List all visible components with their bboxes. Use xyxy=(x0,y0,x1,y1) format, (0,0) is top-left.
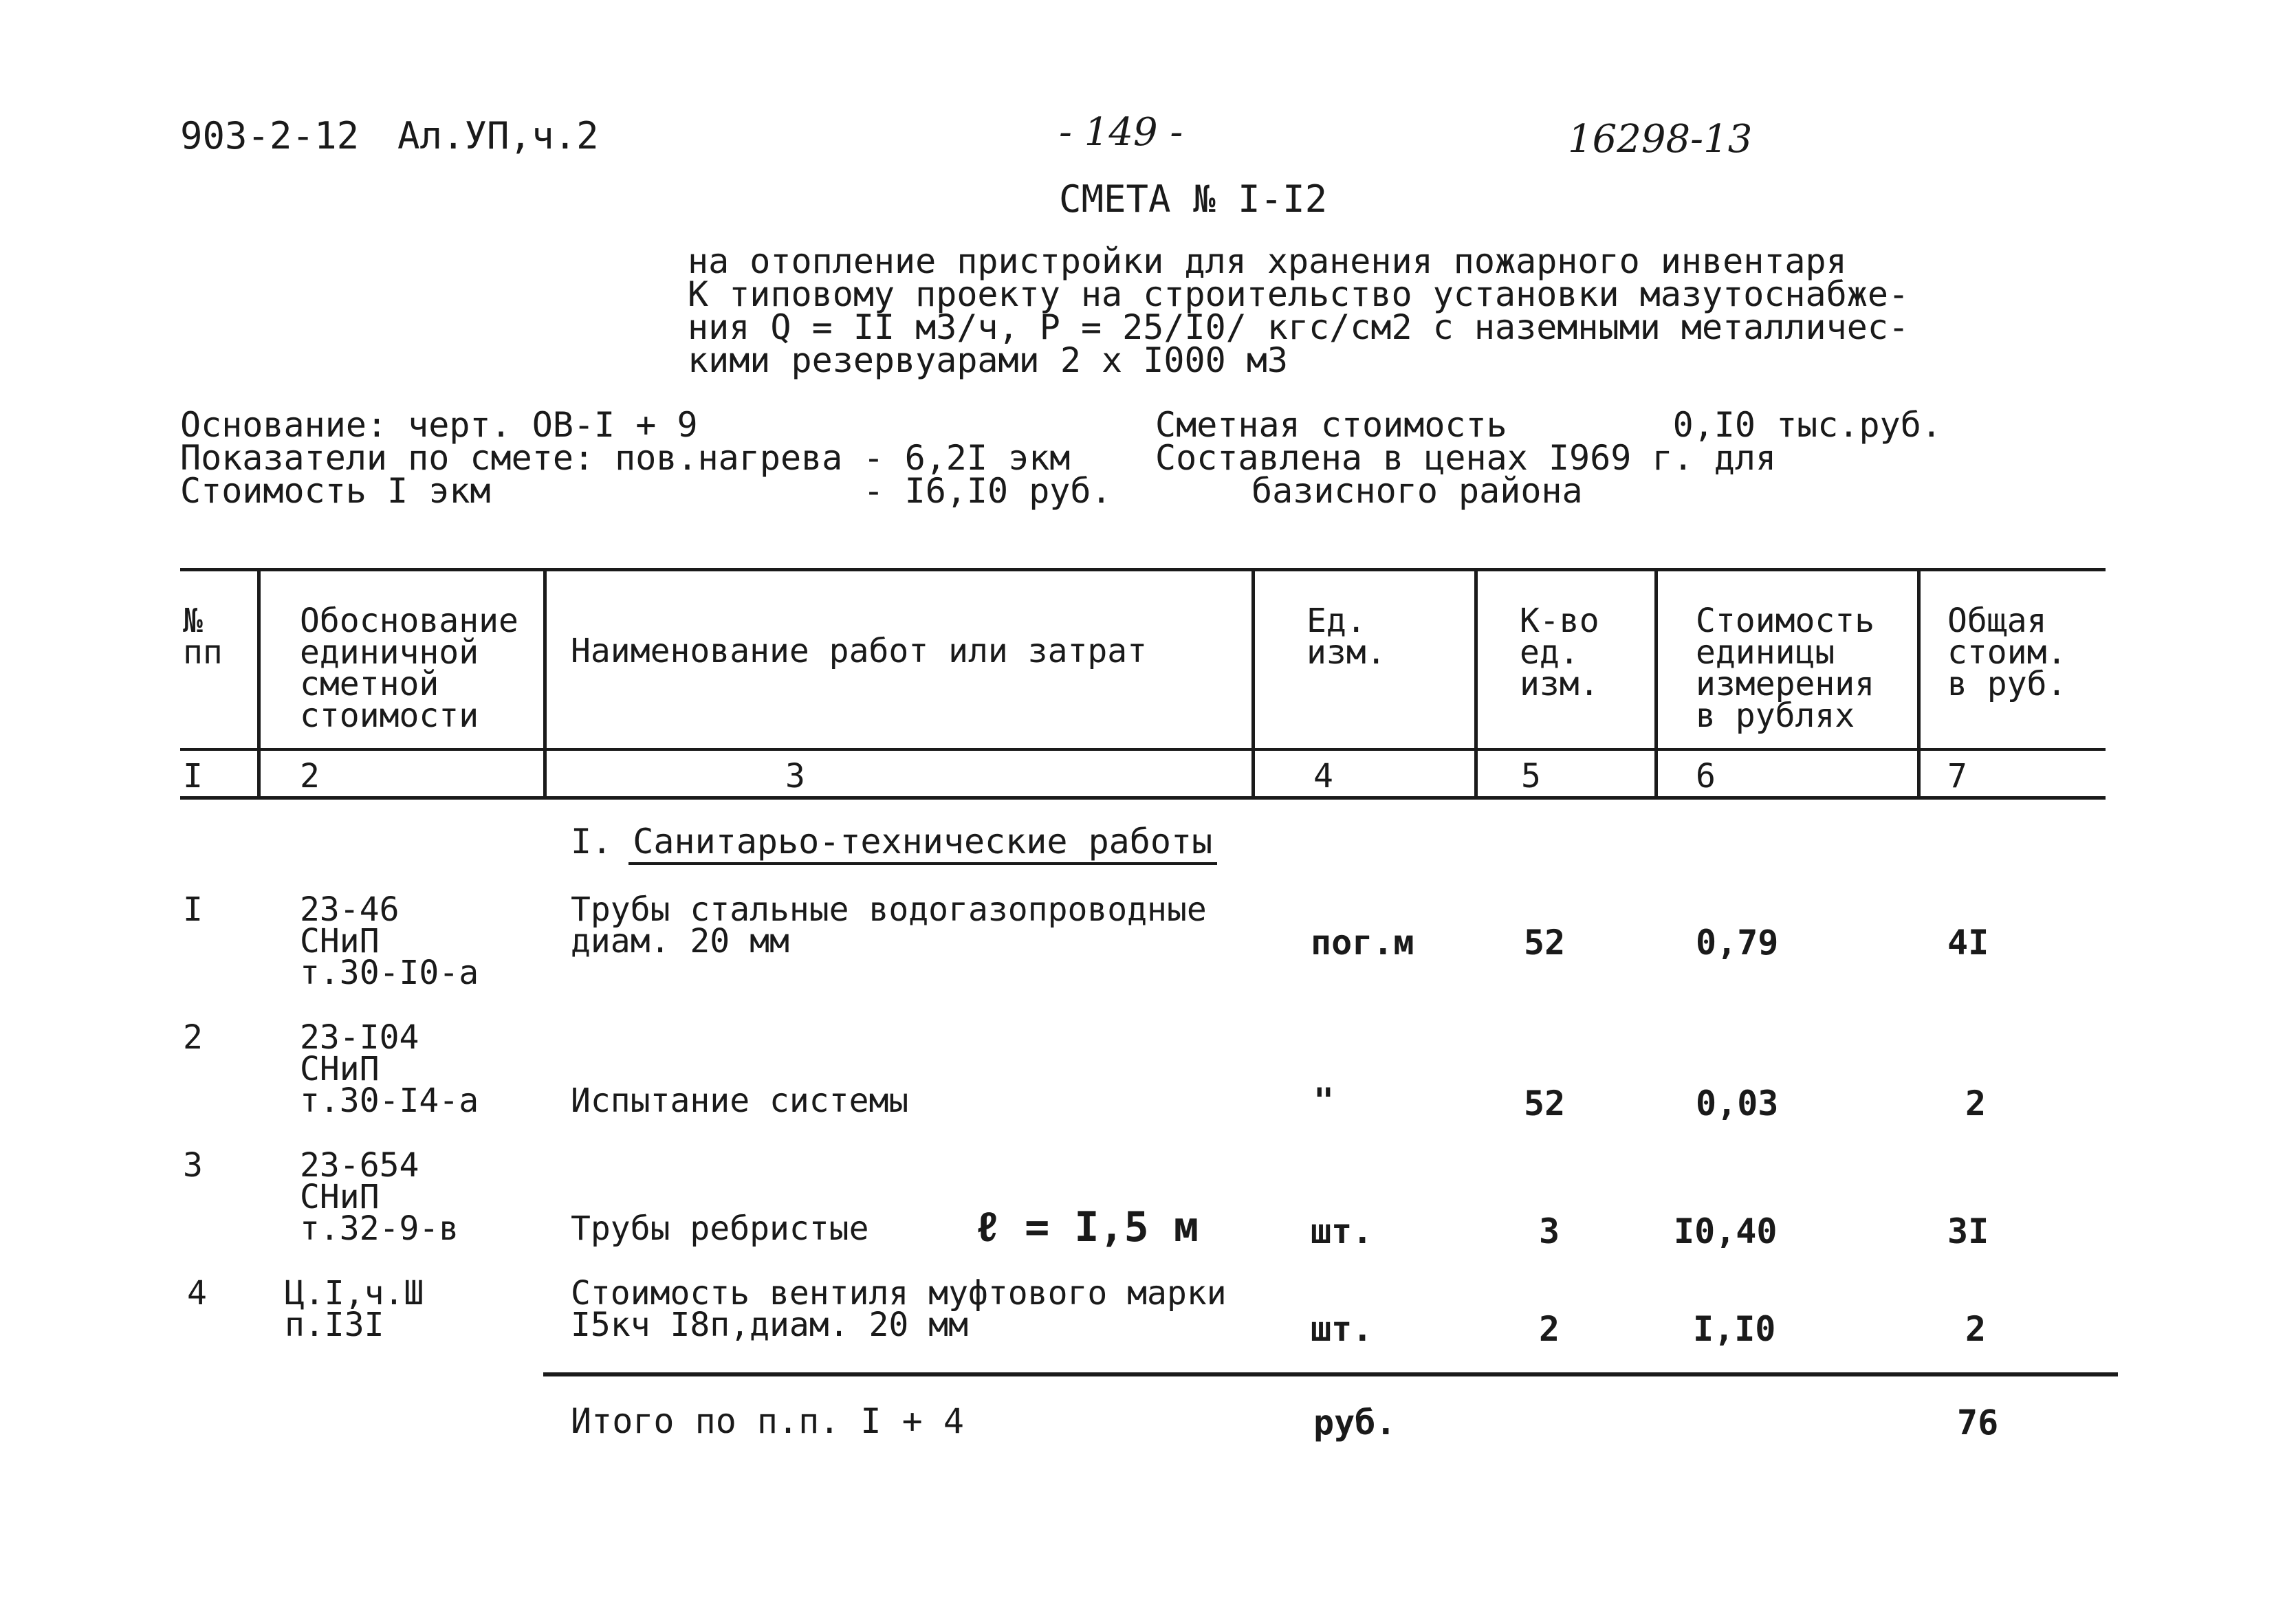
row-3-basis: 23-654 СНиП т.32-9-в xyxy=(300,1146,459,1248)
document-number: 16298-13 xyxy=(1568,117,1753,162)
total-unit: руб. xyxy=(1313,1403,1397,1442)
estimated-cost-line: Сметная стоимость 0,I0 тыс.руб. xyxy=(1155,405,1942,445)
row-2-unit: " xyxy=(1313,1081,1335,1121)
column-number-7: 7 xyxy=(1947,757,1967,795)
header-name: Наименование работ или затрат xyxy=(571,632,1148,670)
page-number: - 149 - xyxy=(1059,110,1183,155)
album-reference: Ал.УП,ч.2 xyxy=(397,114,599,157)
header-total: Общая стоим. в руб. xyxy=(1947,602,2067,703)
header-basis: Обоснование единичной сметной стоимости xyxy=(300,602,518,735)
row-1-unit-price: 0,79 xyxy=(1696,923,1779,963)
column-divider-2 xyxy=(543,571,547,799)
row-1-quantity: 52 xyxy=(1524,923,1566,963)
row-1-unit: пог.м xyxy=(1311,923,1414,963)
total-label: Итого по п.п. I + 4 xyxy=(571,1401,964,1441)
row-3-number: 3 xyxy=(183,1146,203,1185)
table-top-border xyxy=(180,568,2106,571)
column-divider-4 xyxy=(1474,571,1478,799)
column-divider-1 xyxy=(257,571,261,799)
column-divider-5 xyxy=(1654,571,1658,799)
row-4-unit: шт. xyxy=(1311,1309,1373,1349)
row-3-quantity: 3 xyxy=(1539,1211,1560,1251)
total-value: 76 xyxy=(1957,1403,1999,1442)
row-1-number: I xyxy=(183,890,203,929)
column-number-6: 6 xyxy=(1696,757,1716,795)
column-divider-6 xyxy=(1917,571,1921,799)
header-quantity: К-во ед. изм. xyxy=(1520,602,1599,703)
row-1-name: Трубы стальные водогазопроводные диам. 20 мм xyxy=(571,890,1207,961)
total-separator xyxy=(543,1372,2118,1376)
column-number-3: 3 xyxy=(785,757,805,795)
prices-line-2: базисного района xyxy=(1251,471,1583,511)
row-2-name: Испытание системы xyxy=(571,1082,909,1120)
subtitle-line-4: кими резервуарами 2 х I000 м3 xyxy=(688,340,1288,380)
row-4-unit-price: I,I0 xyxy=(1693,1309,1776,1349)
row-1-total: 4I xyxy=(1947,923,1989,963)
column-divider-3 xyxy=(1251,571,1255,799)
section-title: I. Санитарьо-технические работы xyxy=(571,822,1213,862)
indicators-line: Показатели по смете: пов.нагрева - 6,2I экм xyxy=(180,438,1071,478)
row-2-unit-price: 0,03 xyxy=(1696,1084,1779,1123)
subtitle-line-2: К типовому проекту на строительство установки мазутоснабже- xyxy=(688,274,1910,314)
subtitle-line-3: ния Q = II м3/ч, Р = 25/I0/ кгс/см2 с наземными металличес- xyxy=(688,307,1910,347)
header-unit-price: Стоимость единицы измерения в рублях xyxy=(1696,602,1875,735)
basis-line: Основание: черт. ОВ-I + 9 xyxy=(180,405,698,445)
row-4-total: 2 xyxy=(1965,1309,1987,1349)
unit-cost-line: Стоимость I экм - I6,I0 руб. xyxy=(180,471,1112,511)
row-3-name: Трубы ребристые xyxy=(571,1209,869,1248)
project-code: 903-2-12 xyxy=(180,114,360,157)
row-4-quantity: 2 xyxy=(1539,1309,1560,1349)
column-number-4: 4 xyxy=(1313,757,1333,795)
row-2-quantity: 52 xyxy=(1524,1084,1566,1123)
row-2-basis: 23-I04 СНиП т.30-I4-а xyxy=(300,1018,479,1120)
header-unit: Ед. изм. xyxy=(1307,602,1386,672)
row-3-length: ℓ = I,5 м xyxy=(975,1203,1199,1251)
row-3-unit: шт. xyxy=(1311,1211,1373,1251)
estimate-title: СМЕТА № I-I2 xyxy=(1059,177,1328,221)
column-numbers-border xyxy=(180,796,2106,800)
header-bottom-border xyxy=(180,748,2106,751)
prices-line-1: Составлена в ценах I969 г. для xyxy=(1155,438,1777,478)
row-4-basis: Ц.I,ч.Ш п.I3I xyxy=(285,1274,424,1344)
row-1-basis: 23-46 СНиП т.30-I0-а xyxy=(300,890,479,992)
column-number-2: 2 xyxy=(300,757,320,795)
column-number-5: 5 xyxy=(1521,757,1541,795)
row-3-total: 3I xyxy=(1947,1211,1989,1251)
column-number-1: I xyxy=(183,757,203,795)
header-number: № пп xyxy=(183,602,223,672)
section-title-underline xyxy=(628,862,1217,865)
row-4-name: Стоимость вентиля муфтового марки I5кч I8п,диам. 20 мм xyxy=(571,1274,1227,1344)
row-4-number: 4 xyxy=(187,1274,207,1313)
row-2-total: 2 xyxy=(1965,1084,1987,1123)
row-2-number: 2 xyxy=(183,1018,203,1057)
row-3-unit-price: I0,40 xyxy=(1674,1211,1778,1251)
subtitle-line-1: на отопление пристройки для хранения пожарного инвентаря xyxy=(688,241,1847,281)
